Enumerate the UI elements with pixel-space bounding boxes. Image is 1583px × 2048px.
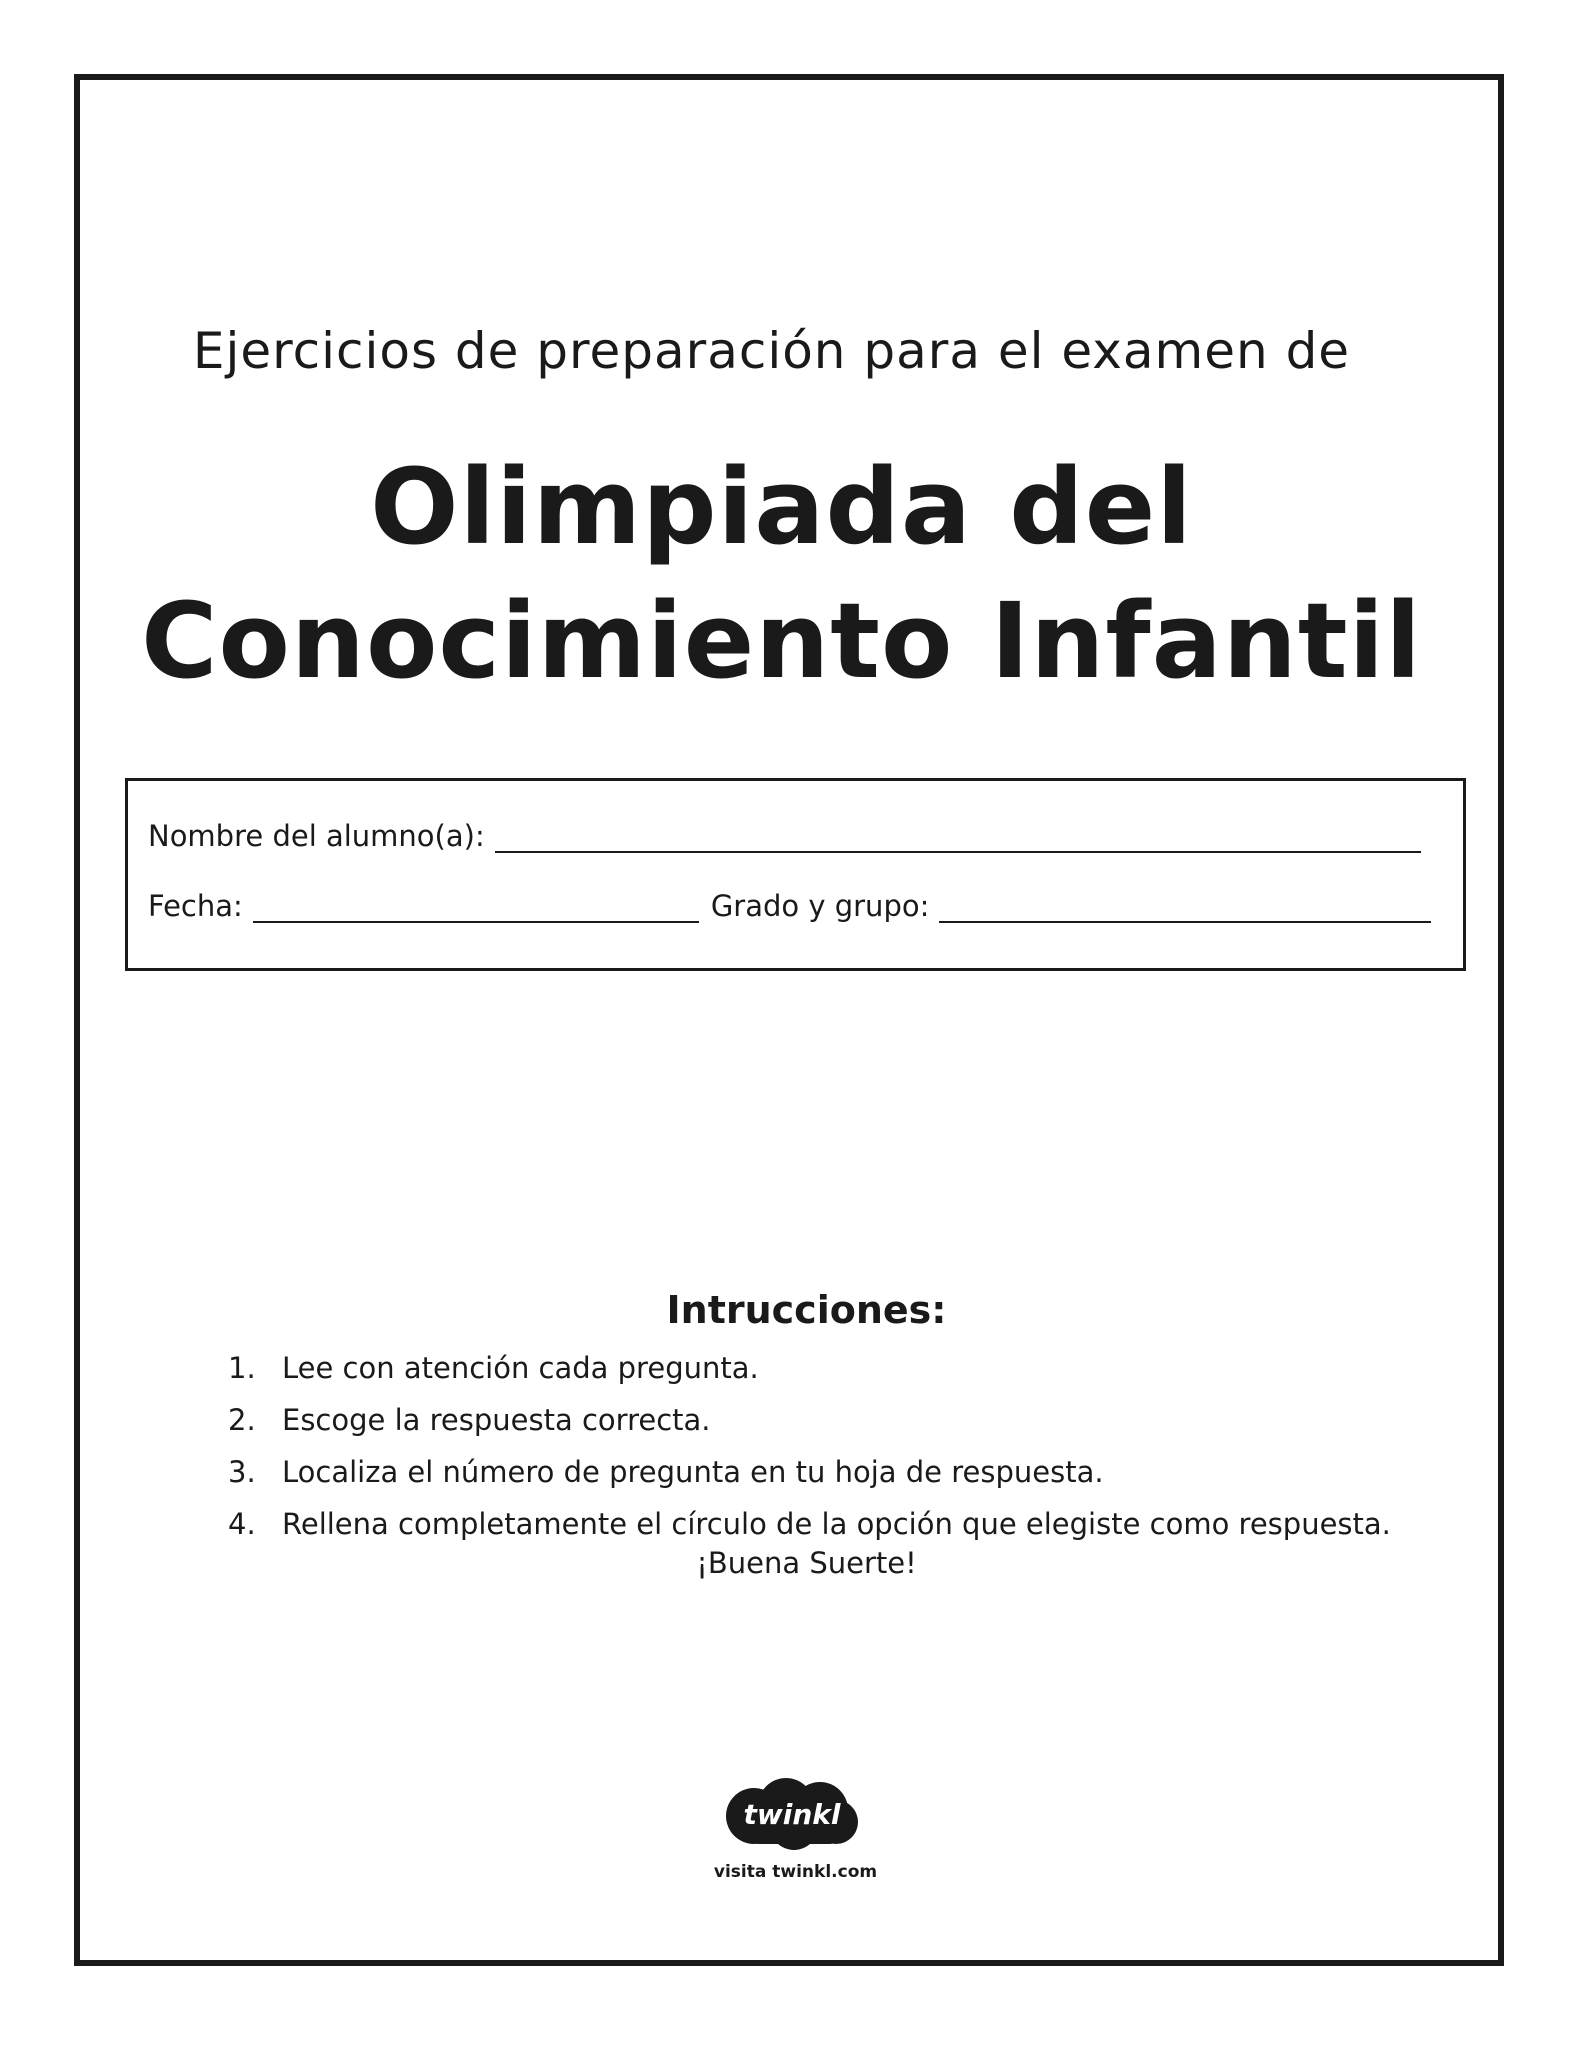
student-info-box xyxy=(125,778,1466,971)
list-item-number: 1. xyxy=(228,1351,256,1385)
name-label: Nombre del alumno(a): xyxy=(148,819,485,853)
name-row xyxy=(148,819,1443,853)
list-item xyxy=(228,1498,1391,1550)
date-field[interactable] xyxy=(253,897,699,923)
title-line-1: Olimpiada del xyxy=(370,446,1193,568)
list-item-number: 3. xyxy=(228,1455,256,1489)
visit-link[interactable]: visita twinkl.com xyxy=(713,1862,878,1882)
name-field[interactable] xyxy=(495,827,1421,853)
list-item xyxy=(228,1342,1391,1394)
date-grade-row xyxy=(148,889,1443,923)
list-item-number: 2. xyxy=(228,1403,256,1437)
page-title xyxy=(0,440,1583,708)
subtitle: Ejercicios de preparación para el examen de xyxy=(192,322,1351,380)
list-item-text: Rellena completamente el círculo de la opción que elegiste como respuesta. xyxy=(282,1507,1391,1541)
date-label: Fecha: xyxy=(148,889,243,923)
good-luck-text: ¡Buena Suerte! xyxy=(696,1546,917,1580)
list-item-text: Lee con atención cada pregunta. xyxy=(282,1351,759,1385)
list-item-number: 4. xyxy=(228,1507,256,1541)
logo-text: twinkl xyxy=(743,1798,841,1831)
list-item-text: Escoge la respuesta correcta. xyxy=(282,1403,711,1437)
instructions-heading: Intrucciones: xyxy=(666,1288,947,1332)
title-line-2: Conocimiento Infantil xyxy=(141,580,1422,702)
twinkl-logo xyxy=(724,1776,860,1852)
list-item xyxy=(228,1446,1391,1498)
grade-label: Grado y grupo: xyxy=(710,889,930,923)
list-item-text: Localiza el número de pregunta en tu hoja de respuesta. xyxy=(282,1455,1104,1489)
list-item xyxy=(228,1394,1391,1446)
grade-field[interactable] xyxy=(939,897,1431,923)
instructions-list xyxy=(228,1342,1391,1550)
